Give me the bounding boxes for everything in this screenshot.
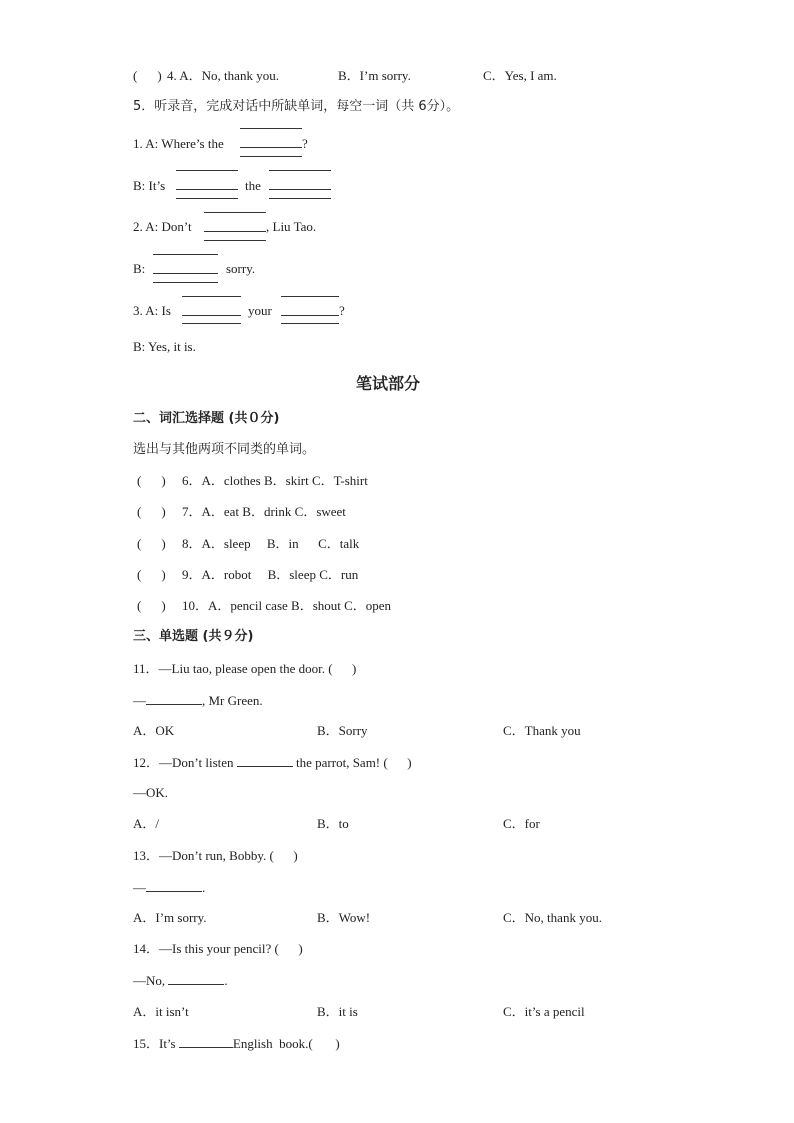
option-a[interactable]: A．/ bbox=[133, 816, 160, 831]
answer-blank[interactable] bbox=[182, 315, 241, 316]
question-item: 6．A．clothes B．skirt C．T-shirt bbox=[182, 473, 368, 488]
blank-line bbox=[182, 323, 241, 324]
dialog-1b-mid: the bbox=[245, 178, 261, 193]
blank-line bbox=[240, 156, 302, 157]
question-stem: 15．It’s English book.( ) bbox=[133, 1036, 340, 1051]
blank-line bbox=[269, 170, 331, 171]
answer-blank[interactable] bbox=[146, 692, 202, 705]
answer-paren[interactable]: ( ) bbox=[137, 567, 166, 582]
blank-line bbox=[281, 296, 339, 297]
answer-blank[interactable] bbox=[269, 189, 331, 190]
reply-line: —No, . bbox=[133, 973, 228, 988]
blank-line bbox=[240, 128, 302, 129]
listening-instruction: 5．听录音，完成对话中所缺单词，每空一词（共 6分）。 bbox=[133, 99, 460, 114]
answer-blank[interactable] bbox=[168, 972, 224, 985]
dialog-2b-post: sorry. bbox=[226, 261, 256, 276]
blank-line bbox=[176, 198, 238, 199]
option-c[interactable]: C．for bbox=[503, 816, 540, 831]
q4-option-c: C．Yes, I am. bbox=[483, 68, 557, 83]
dialog-1b-pre: B: It’s bbox=[133, 178, 166, 193]
answer-blank[interactable] bbox=[237, 754, 293, 767]
blank-line bbox=[153, 254, 218, 255]
q4-option-a: 4. A．No, thank you. bbox=[167, 68, 279, 83]
reply-line: — . bbox=[133, 880, 206, 895]
section-heading: 三、单选题 (共９分) bbox=[133, 629, 254, 644]
answer-paren[interactable]: ( ) bbox=[137, 598, 166, 613]
answer-paren[interactable]: ( ) bbox=[137, 536, 166, 551]
q4-paren: ( ) bbox=[133, 68, 162, 83]
dialog-2b-pre: B: bbox=[133, 261, 146, 276]
section-title: 笔试部分 bbox=[356, 374, 421, 393]
answer-blank[interactable] bbox=[179, 1035, 233, 1048]
option-b[interactable]: B．to bbox=[317, 816, 349, 831]
option-c[interactable]: C．No, thank you. bbox=[503, 910, 602, 925]
question-stem: 13．—Don’t run, Bobby. ( ) bbox=[133, 848, 298, 863]
option-c[interactable]: C．it’s a pencil bbox=[503, 1004, 585, 1019]
dialog-2a-pre: 2. A: Don’t bbox=[133, 219, 192, 234]
blank-line bbox=[281, 323, 339, 324]
question-item: 10．A．pencil case B．shout C．open bbox=[182, 598, 392, 613]
dialog-1a: 1. A: Where’s the bbox=[133, 136, 224, 151]
answer-blank[interactable] bbox=[240, 147, 302, 148]
answer-blank[interactable] bbox=[176, 189, 238, 190]
q4-option-b: B．I’m sorry. bbox=[338, 68, 411, 83]
question-item: 9．A．robot B．sleep C．run bbox=[182, 567, 359, 582]
question-item: 7．A．eat B．drink C．sweet bbox=[182, 504, 346, 519]
question-stem: 11．—Liu tao, please open the door. ( ) bbox=[133, 661, 357, 676]
option-a[interactable]: A．it isn’t bbox=[133, 1004, 189, 1019]
answer-blank[interactable] bbox=[204, 231, 266, 232]
answer-blank[interactable] bbox=[146, 879, 202, 892]
question-item: 8．A．sleep B．in C．talk bbox=[182, 536, 360, 551]
section-instruction: 选出与其他两项不同类的单词。 bbox=[133, 442, 316, 457]
blank-line bbox=[182, 296, 241, 297]
blank-line bbox=[204, 240, 266, 241]
answer-paren[interactable]: ( ) bbox=[137, 504, 166, 519]
blank-line bbox=[269, 198, 331, 199]
blank-line bbox=[204, 212, 266, 213]
answer-paren[interactable]: ( ) bbox=[137, 473, 166, 488]
answer-blank[interactable] bbox=[281, 315, 339, 316]
dialog-3b: B: Yes, it is. bbox=[133, 339, 196, 354]
dialog-2a-post: , Liu Tao. bbox=[266, 219, 317, 234]
option-a[interactable]: A．I’m sorry. bbox=[133, 910, 207, 925]
option-a[interactable]: A．OK bbox=[133, 723, 175, 738]
reply-line: —OK. bbox=[133, 785, 169, 800]
option-b[interactable]: B．Wow! bbox=[317, 910, 371, 925]
reply-line: — , Mr Green. bbox=[133, 693, 263, 708]
option-b[interactable]: B．Sorry bbox=[317, 723, 368, 738]
blank-line bbox=[176, 170, 238, 171]
question-mark: ? bbox=[302, 136, 308, 151]
dialog-3a-mid: your bbox=[248, 303, 272, 318]
answer-blank[interactable] bbox=[153, 273, 218, 274]
section-heading: 二、词汇选择题 (共０分) bbox=[133, 411, 280, 426]
question-stem: 12．—Don’t listen the parrot, Sam! ( ) bbox=[133, 755, 412, 770]
dialog-3a-pre: 3. A: Is bbox=[133, 303, 171, 318]
question-mark: ? bbox=[339, 303, 345, 318]
option-c[interactable]: C．Thank you bbox=[503, 723, 581, 738]
option-b[interactable]: B．it is bbox=[317, 1004, 358, 1019]
blank-line bbox=[153, 282, 218, 283]
question-stem: 14．—Is this your pencil? ( ) bbox=[133, 941, 303, 956]
